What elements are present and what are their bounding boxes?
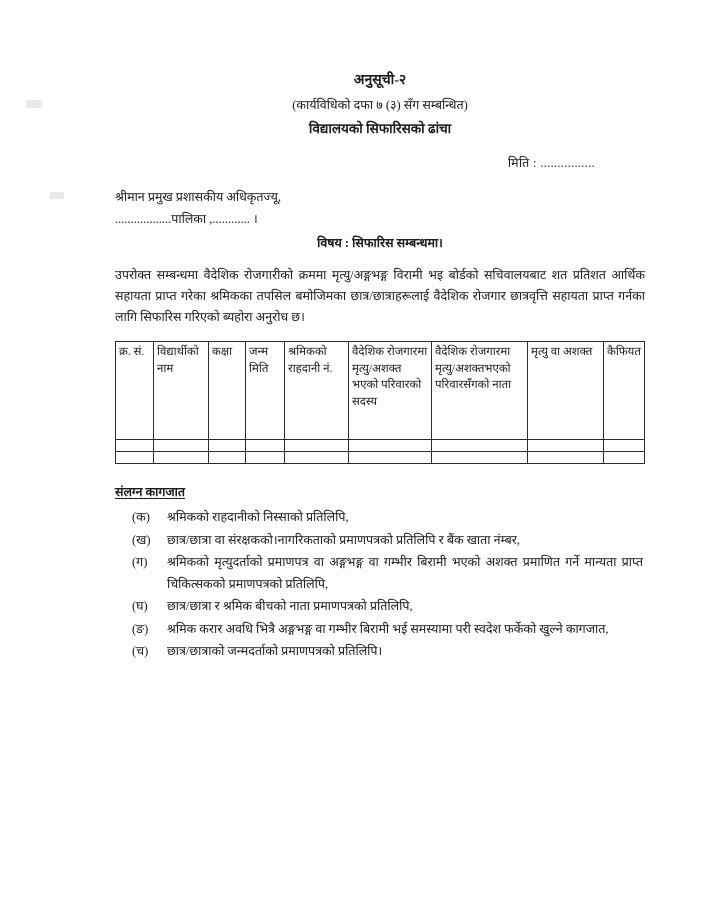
list-item-label: (ख) [132, 532, 151, 547]
table-cell [528, 452, 604, 464]
col-worker-passport-no: श्रमिकको राहदानी नं. [285, 342, 349, 440]
col-remarks: कैफियत [604, 342, 645, 440]
form-title: विद्यालयको सिफारिसको ढांचा [308, 121, 452, 136]
list-item-text: श्रमिकको राहदानीको निस्साको प्रतिलिपि, [167, 510, 349, 524]
list-item-text: छात्र/छात्रा र श्रमिक बीचको नाता प्रमाणपत्रको प्रतिलिपि, [167, 599, 413, 613]
table-cell [246, 440, 285, 452]
attachments-heading: संलग्न कागजात [115, 485, 186, 499]
document-content [115, 72, 645, 663]
list-item-text: श्रमिक करार अवधि भित्रै अङ्गभङ्ग वा गम्भीर बिरामी भई समस्यामा परी स्वदेश फर्केको खुल्ने कागजात, [167, 621, 609, 636]
list-item-text: छात्र/छात्राको जन्मदर्ताको प्रमाणपत्रको प्रतिलिपि। [167, 644, 383, 658]
col-birth-date: जन्म मिति [246, 342, 285, 440]
list-item [115, 619, 645, 641]
col-relation-to-family: वैदेशिक रोजगारमा मृत्यु/अशक्तभएको परिवारसँगको नाता [432, 342, 528, 440]
addressee-line-officer: श्रीमान प्रमुख प्रशासकीय अधिकृतज्यू, [115, 190, 282, 204]
col-student-name: विद्यार्थीको नाम [154, 342, 209, 440]
table-cell [432, 452, 528, 464]
list-item-label: (ग) [132, 555, 148, 569]
list-item-label: (क) [132, 510, 150, 524]
table-cell [209, 440, 246, 452]
table-cell [604, 440, 645, 452]
addressee-block [115, 186, 645, 230]
scan-artifact [50, 192, 64, 199]
schedule-number-title: अनुसूची-२ [353, 73, 407, 88]
table-cell [349, 452, 432, 464]
table-cell [349, 440, 432, 452]
table-header-row [116, 342, 645, 440]
col-death-or-disabled: मृत्यु वा अशक्त [528, 342, 604, 440]
list-item [115, 530, 645, 552]
table-row [116, 452, 645, 464]
scan-artifact [26, 100, 42, 108]
list-item-label: (ङ) [132, 621, 149, 636]
attachments-list [115, 507, 645, 663]
table-cell [604, 452, 645, 464]
table-cell [116, 452, 154, 464]
list-item-text: छात्र/छात्रा वा संरक्षकको।नागरिकताको प्रमाणपत्रको प्रतिलिपि र बैंक खाता नंम्बर, [167, 532, 521, 547]
list-item-text: श्रमिकको मृत्युदर्ताको प्रमाणपत्र वा अङ्गभङ्ग वा गम्भीर बिरामी भएको अशक्त प्रमाणित गर्ने मान्यता प्राप्त चिकित्सकको प्रमाणपत्रको प्रतिलिपि, [167, 555, 643, 591]
body-paragraph: उपरोक्त सम्बन्धमा वैदेशिक रोजगारीको क्रममा मृत्यु/अङ्गभङ्ग विरामी भइ बोर्डको सचिवालयबाट शत प्रतिशत आर्थिक सहायता प्राप्त गरेका श्रमिकका तपसिल बमोजिमका छात्र/छात्राहरूलाई वैदेशिक रोजगार छात्रवृत्ति सहायता प्राप्त गर्नका लागि सिफारिस गरिएको ब्यहोरा अनुरोध छ। [115, 268, 645, 324]
table-cell [285, 452, 349, 464]
addressee-line-municipality: ..................पालिका ,............ । [115, 212, 258, 226]
subject-line: विषय : सिफारिस सम्बन्धमा। [317, 236, 443, 250]
table-cell [432, 440, 528, 452]
table-cell [154, 452, 209, 464]
schedule-reference-subtitle: (कार्यविधिको दफा ७ (३) सँग सम्बन्धित) [292, 98, 468, 112]
list-item [115, 641, 645, 663]
table-cell [246, 452, 285, 464]
date-field: मिति : ................ [507, 156, 595, 170]
list-item [115, 552, 645, 595]
list-item-label: (च) [132, 644, 149, 658]
table-cell [285, 440, 349, 452]
recommendation-table [115, 341, 645, 464]
table-row [116, 440, 645, 452]
list-item [115, 596, 645, 618]
table-cell [209, 452, 246, 464]
list-item-label: (घ) [132, 599, 148, 613]
table-cell [116, 440, 154, 452]
col-class: कक्षा [209, 342, 246, 440]
col-family-member-deceased-disabled: वैदेशिक रोजगारमा मृत्यु/अशक्त भएको परिवारको सदस्य [349, 342, 432, 440]
col-serial-number: क्र. सं. [116, 342, 154, 440]
list-item [115, 507, 645, 529]
title-block [115, 72, 645, 138]
table-cell [528, 440, 604, 452]
table-cell [154, 440, 209, 452]
